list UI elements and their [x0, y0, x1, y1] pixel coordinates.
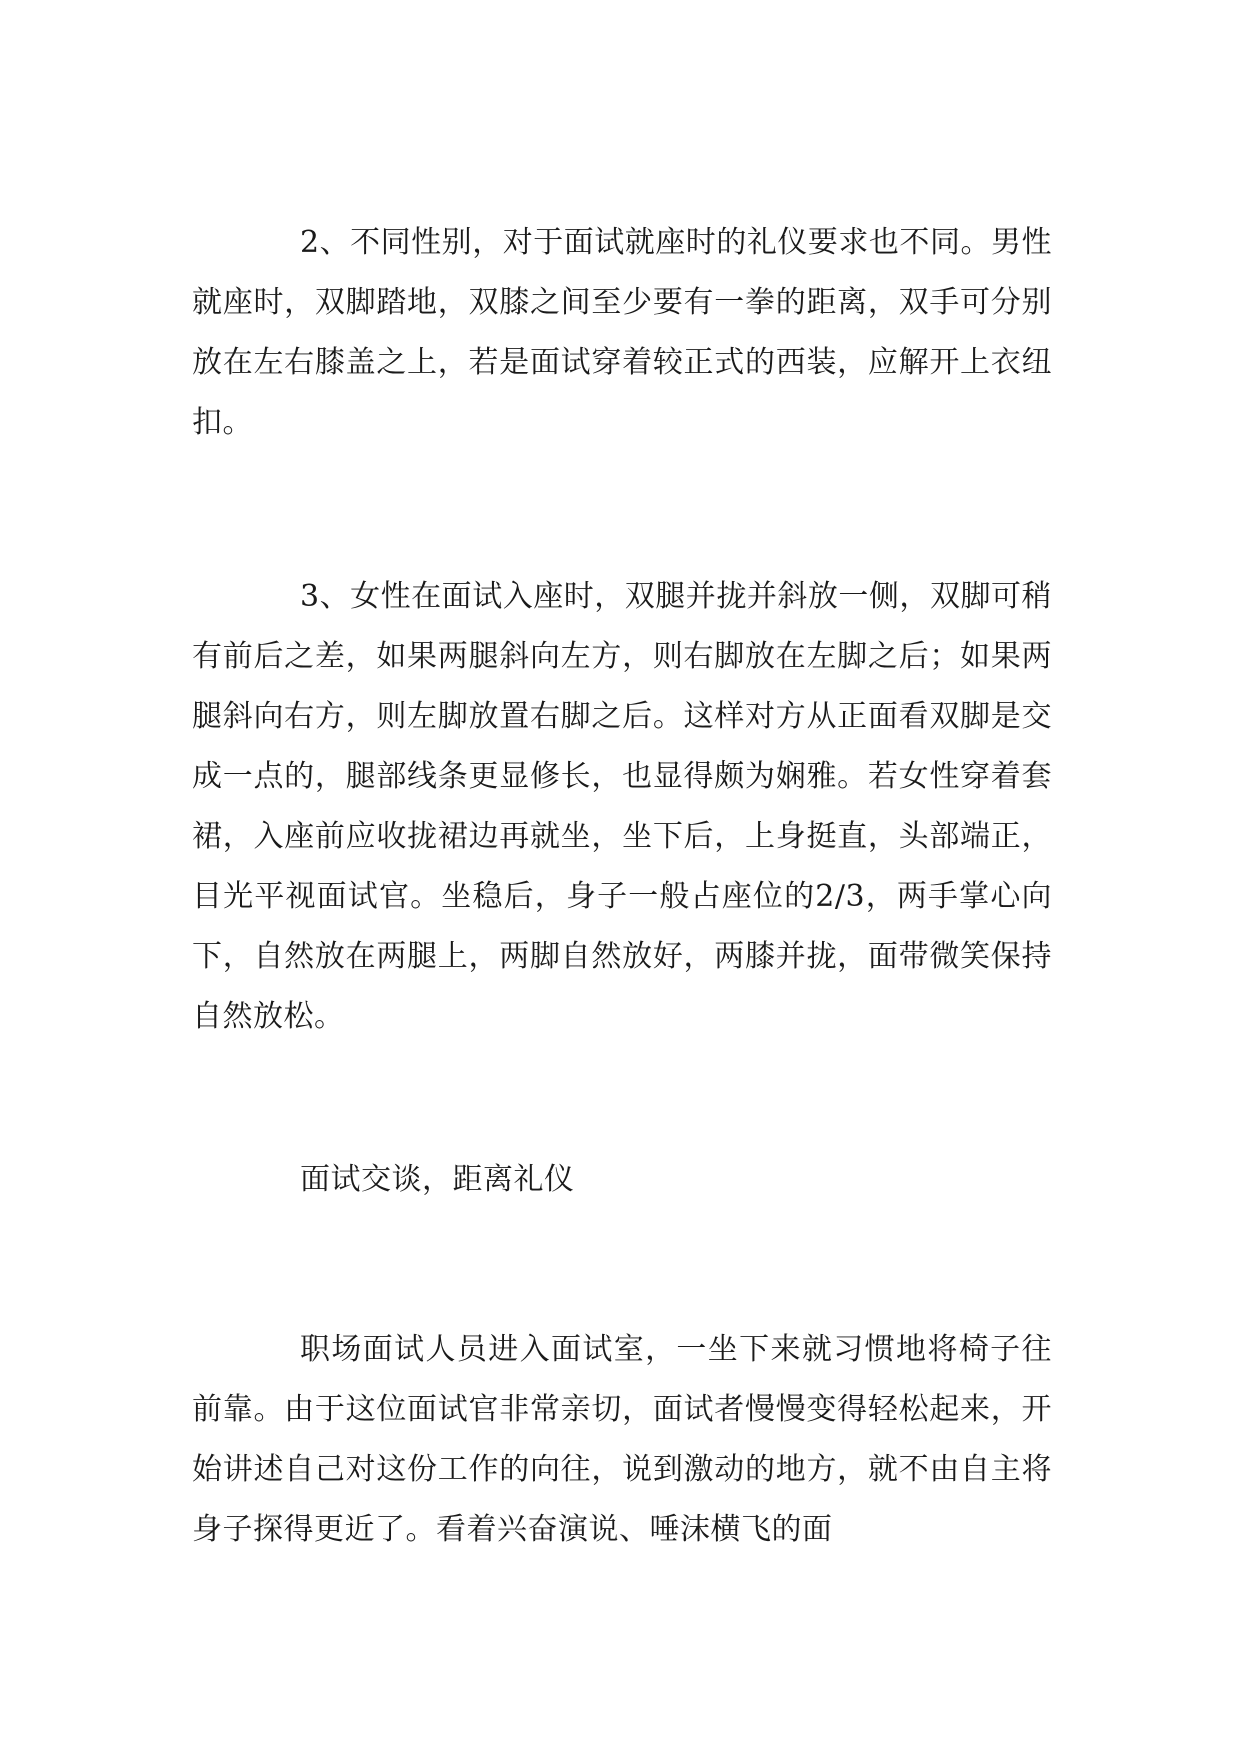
paragraph-interview-distance: 职场面试人员进入面试室，一坐下来就习惯地将椅子往前靠。由于这位面试官非常亲切，面试者慢慢变得轻松起来，开始讲述自己对这份工作的向往，说到激动的地方，就不由自主将身子探得更近了。看着兴奋演说、唾沫横飞的面 — [192, 1332, 1052, 1547]
paragraph-male-seating: 2、不同性别，对于面试就座时的礼仪要求也不同。男性就座时，双脚踏地，双膝之间至少要有一拳的距离，双手可分别放在左右膝盖之上，若是面试穿着较正式的西装，应解开上衣纽扣。 — [192, 225, 1052, 440]
paragraph-female-seating: 3、女性在面试入座时，双腿并拢并斜放一侧，双脚可稍有前后之差，如果两腿斜向左方，则右脚放在左脚之后；如果两腿斜向右方，则左脚放置右脚之后。这样对方从正面看双脚是交成一点的，腿部线条更显修长，也显得颇为娴雅。若女性穿着套裙，入座前应收拢裙边再就坐，坐下后，上身挺直，头部端正，目光平视面试官。坐稳后，身子一般占座位的2/3，两手掌心向下，自然放在两腿上，两脚自然放好，两膝并拢，面带微笑保持自然放松。 — [192, 579, 1052, 1034]
section-heading: 面试交谈，距离礼仪 — [300, 1162, 575, 1197]
